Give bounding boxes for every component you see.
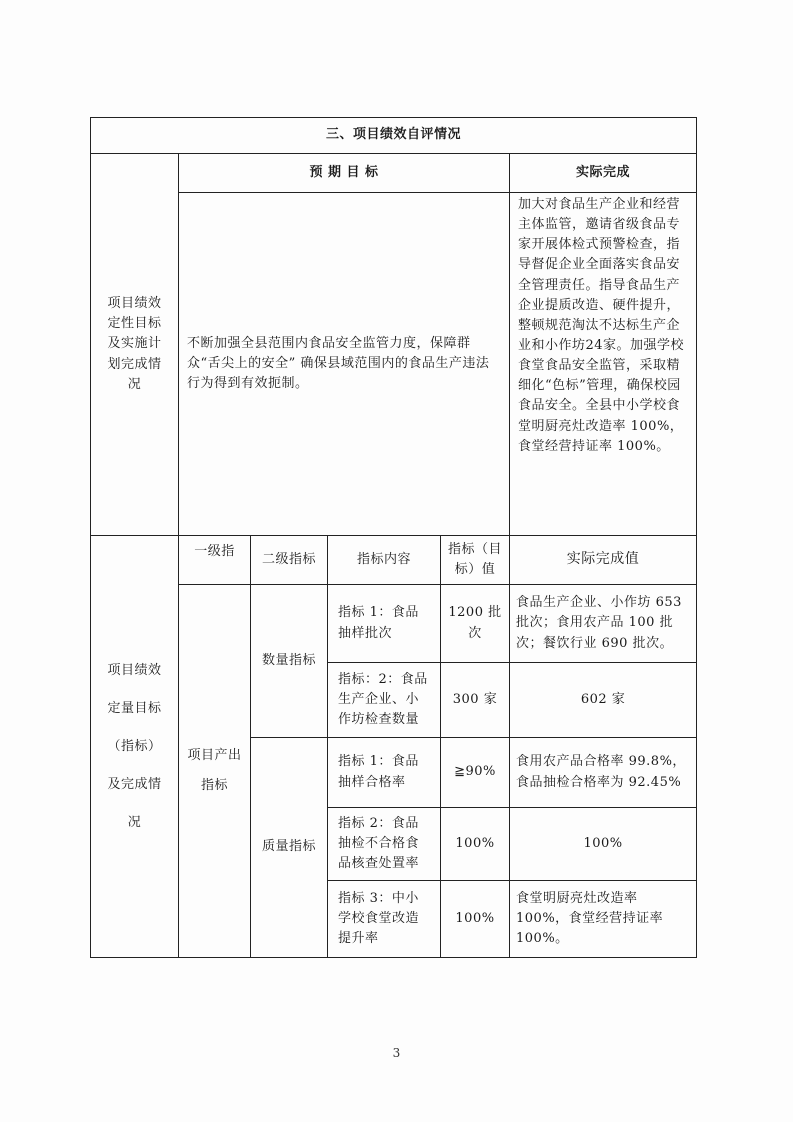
indicator-content: 指标 1：食品抽样批次 (328, 585, 441, 663)
indicator-target: 300 家 (441, 663, 510, 738)
section-title: 三、项目绩效自评情况 (91, 118, 697, 154)
level1-value: 项目产出指标 (179, 585, 251, 958)
column-content: 指标内容 (328, 536, 441, 585)
actual-completion-header: 实际完成 (510, 154, 697, 193)
level2-quality: 质量指标 (251, 738, 328, 958)
qualitative-label: 项目绩效定性目标及实施计划完成情况 (91, 154, 179, 536)
indicator-content: 指标 3：中小学校食堂改造提升率 (328, 881, 441, 958)
column-level1: 一级指 (179, 536, 251, 585)
column-actual: 实际完成值 (510, 536, 697, 585)
column-level2: 二级指标 (251, 536, 328, 585)
quantitative-label: 项目绩效定量目标（指标）及完成情况 (91, 536, 179, 958)
qualitative-goal-text: 不断加强全县范围内食品安全监管力度，保障群众“舌尖上的安全” 确保县域范围内的食品生产违法行为得到有效扼制。 (179, 193, 510, 536)
indicator-actual: 602 家 (510, 663, 697, 738)
indicator-content: 指标 2：食品抽检不合格食品核查处置率 (328, 808, 441, 881)
qualitative-actual-text: 加大对食品生产企业和经营主体监管，邀请省级食品专家开展体检式预警检查，指导督促企业全面落实食品安全管理责任。指导食品生产企业提质改造、硬件提升，整顿规范淘汰不达标生产企业和小作坊24家。加强学校食堂食品安全监管，采取精细化“色标”管理，确保校园食品安全。全县中小学校食堂明厨亮灶改造率 100%，食堂经营持证率 100%。 (510, 193, 697, 536)
expected-goal-header: 预 期 目 标 (179, 154, 510, 193)
level2-quantity: 数量指标 (251, 585, 328, 738)
performance-evaluation-table (90, 117, 697, 958)
indicator-target: 100% (441, 881, 510, 958)
indicator-target: ≧90% (441, 738, 510, 808)
indicator-content: 指标：2：食品生产企业、小作坊检查数量 (328, 663, 441, 738)
indicator-target: 1200 批次 (441, 585, 510, 663)
indicator-actual: 食品生产企业、小作坊 653 批次；食用农产品 100 批次；餐饮行业 690 批次。 (510, 585, 697, 663)
indicator-target: 100% (441, 808, 510, 881)
page-number: 3 (392, 1046, 401, 1060)
indicator-actual: 食堂明厨亮灶改造率 100%，食堂经营持证率 100%。 (510, 881, 697, 958)
indicator-actual: 食用农产品合格率 99.8%，食品抽检合格率为 92.45% (510, 738, 697, 808)
indicator-actual: 100% (510, 808, 697, 881)
indicator-content: 指标 1：食品抽样合格率 (328, 738, 441, 808)
column-target: 指标（目标）值 (441, 536, 510, 585)
